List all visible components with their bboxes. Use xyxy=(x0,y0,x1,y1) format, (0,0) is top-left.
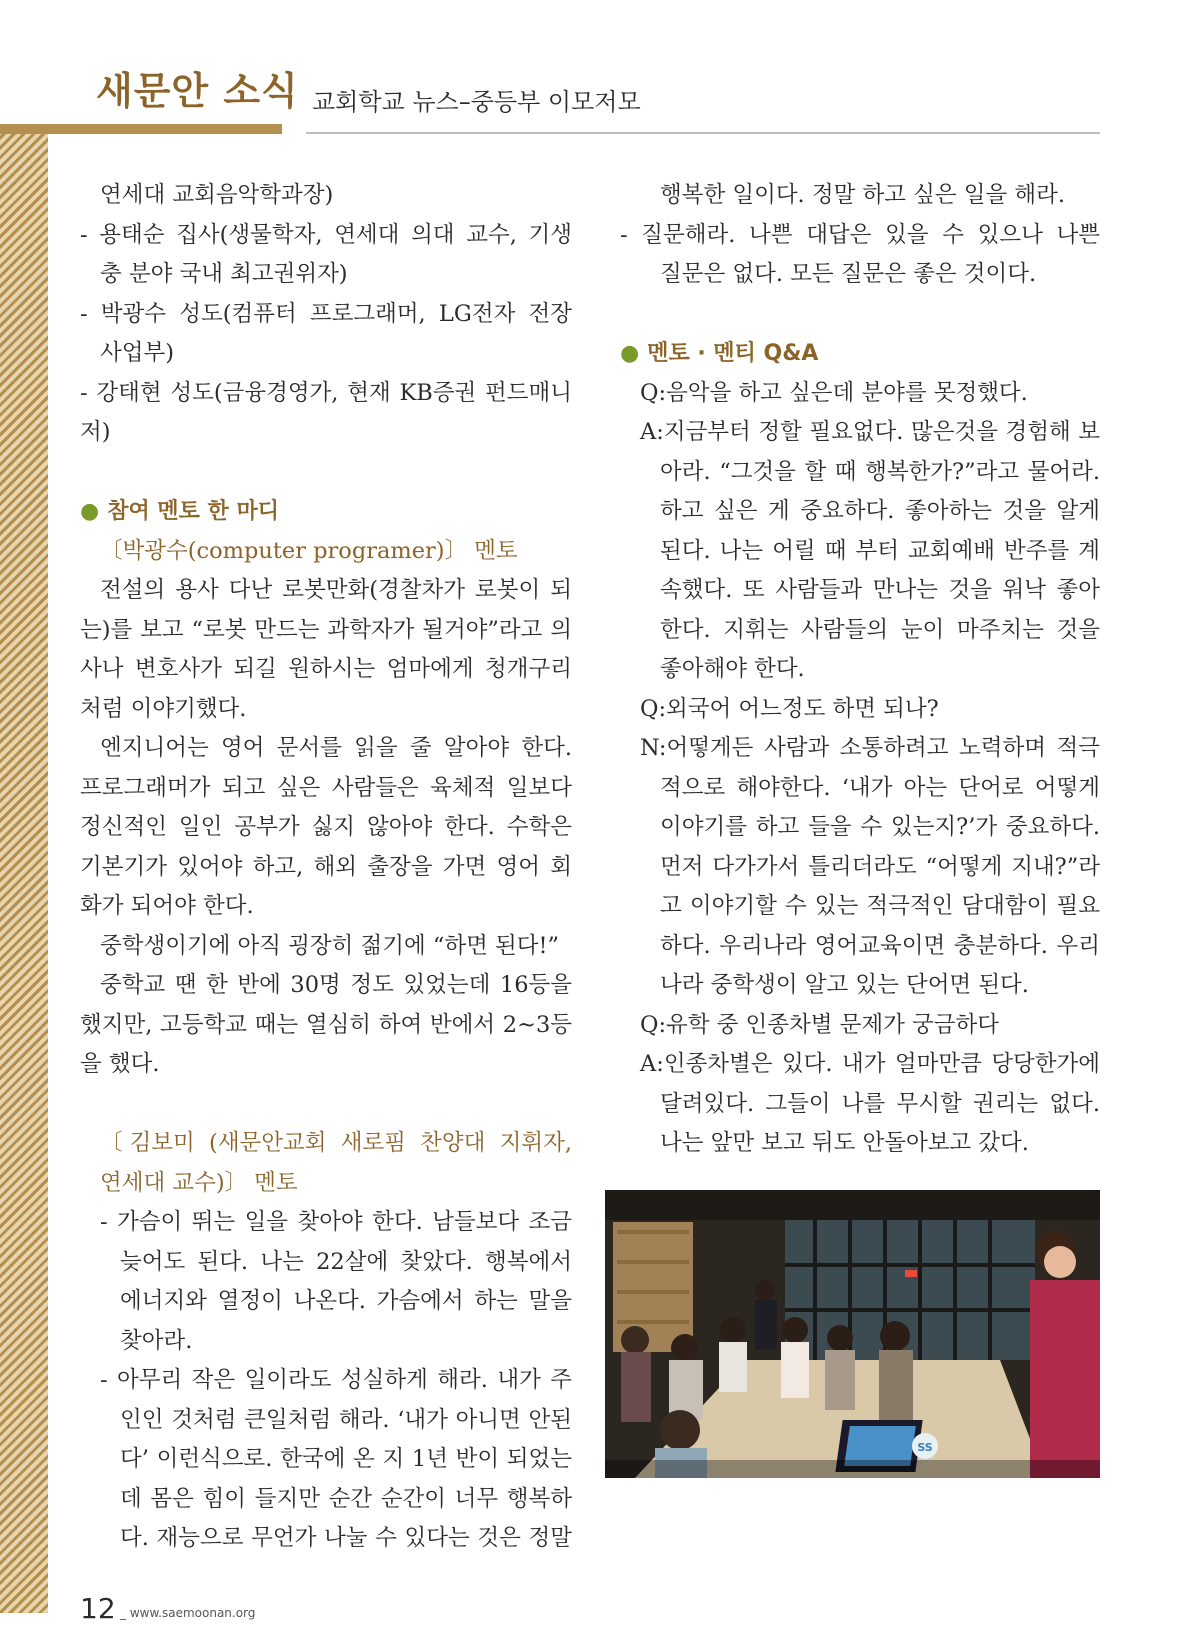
section-heading-text: 멘토 · 멘티 Q&A xyxy=(647,341,819,366)
text-line: 는)를 보고 “로봇 만드는 과학자가 될거야”라고 의 xyxy=(80,616,572,643)
section-heading-text: 참여 멘토 한 마디 xyxy=(107,499,279,524)
text-line: 아라. “그것을 할 때 행복한가?”라고 물어라. xyxy=(660,458,1100,485)
text-line: 질문은 없다. 모든 질문은 좋은 것이다. xyxy=(660,261,1037,287)
paragraph-spacer xyxy=(80,453,572,493)
text-line: - 아무리 작은 일이라도 성실하게 해라. 내가 주 xyxy=(100,1367,572,1393)
text-line: 충 분야 국내 최고권위자) xyxy=(100,261,348,287)
text-line: Q:음악을 하고 싶은데 분야를 못정했다. xyxy=(640,379,1028,406)
text-line: 중학교 땐 한 반에 30명 정도 있었는데 16등을 xyxy=(100,972,572,998)
text-line: - 용태순 집사(생물학자, 연세대 의대 교수, 기생 xyxy=(80,221,572,248)
text-line: 찾아라. xyxy=(120,1327,193,1354)
text-line: 늦어도 된다. 나는 22살에 찾았다. 행복에서 xyxy=(120,1248,572,1275)
text-line: - 강태현 성도(금융경영가, 현재 KB증권 펀드매니저) xyxy=(80,379,572,445)
text-line: 고 이야기할 수 있는 적극적인 담대함이 필요 xyxy=(660,893,1100,919)
text-line: 인인 것처럼 큰일처럼 해라. ‘내가 아니면 안된 xyxy=(120,1406,572,1433)
page-number: 12 xyxy=(80,1592,116,1625)
text-line: 사업부) xyxy=(100,340,174,366)
text-line: 한다. 지휘는 사람들의 눈이 마주치는 것을 xyxy=(660,616,1100,643)
text-line: 다. 재능으로 무언가 나눌 수 있다는 것은 정말 xyxy=(120,1525,572,1551)
section-subtitle: 교회학교 뉴스–중등부 이모저모 xyxy=(312,88,641,116)
text-line: - 질문해라. 나쁜 대답은 있을 수 있으나 나쁜 xyxy=(620,221,1100,248)
text-line: - 가슴이 뛰는 일을 찾아야 한다. 남들보다 조금 xyxy=(100,1209,572,1235)
text-line: N:어떻게든 사람과 소통하려고 노력하며 적극 xyxy=(640,735,1100,761)
text-line: 하고 싶은 게 중요하다. 좋아하는 것을 알게 xyxy=(660,498,1100,524)
section-heading xyxy=(80,492,572,532)
left-text-column xyxy=(80,176,572,1559)
mentoring-session-photo xyxy=(605,1190,1100,1478)
text-line: 연세대 교수)〕 멘토 xyxy=(100,1169,298,1196)
text-line: 화가 되어야 한다. xyxy=(80,893,254,919)
text-line: 좋아해야 한다. xyxy=(660,656,805,682)
text-line: Q:외국어 어느정도 하면 되나? xyxy=(640,695,939,722)
section-heading xyxy=(620,334,1100,374)
decorative-stripe-border xyxy=(0,126,48,1613)
text-line: - 박광수 성도(컴퓨터 프로그래머, LG전자 전장 xyxy=(80,300,572,327)
text-line: 속했다. 또 사람들과 만나는 것을 워낙 좋아 xyxy=(660,577,1100,603)
text-line: 엔지니어는 영어 문서를 읽을 줄 알아야 한다. xyxy=(100,735,572,761)
bullet-dot-icon: ● xyxy=(80,499,100,524)
text-line: 데 몸은 힘이 들지만 순간 순간이 너무 행복하 xyxy=(120,1485,572,1512)
text-line: 을 했다. xyxy=(80,1051,160,1077)
paragraph-spacer xyxy=(80,1085,572,1125)
text-line: 이야기를 하고 들을 수 있는지?’가 중요하다. xyxy=(660,814,1100,840)
text-line: A:지금부터 정할 필요없다. 많은것을 경험해 보 xyxy=(640,419,1100,445)
text-line: Q:유학 중 인종차별 문제가 궁금하다 xyxy=(640,1011,999,1038)
header-accent-bar xyxy=(0,124,282,134)
text-line: 에너지와 열정이 나온다. 가슴에서 하는 말을 xyxy=(120,1288,572,1314)
section-title: 새문안 소식 xyxy=(96,69,299,113)
text-line: 다’ 이런식으로. 한국에 온 지 1년 반이 되었는 xyxy=(120,1446,572,1472)
text-line: A:인종차별은 있다. 내가 얼마만큼 당당한가에 xyxy=(640,1051,1100,1077)
text-line: 행복한 일이다. 정말 하고 싶은 일을 해라. xyxy=(660,182,1065,208)
text-line: 정신적인 일인 공부가 싫지 않아야 한다. 수학은 xyxy=(80,814,572,840)
right-text-column xyxy=(620,176,1100,1164)
text-line: 하다. 우리나라 영어교육이면 충분하다. 우리 xyxy=(660,932,1100,959)
text-line: 달려있다. 그들이 나를 무시할 권리는 없다. xyxy=(660,1090,1100,1117)
text-line: 〔김보미 (새문안교회 새로핌 찬양대 지휘자, xyxy=(100,1130,572,1156)
text-line: 기본기가 있어야 하고, 해외 출장을 가면 영어 회 xyxy=(80,853,572,880)
text-line: 중학생이기에 아직 굉장히 젊기에 “하면 된다!” xyxy=(100,932,560,959)
text-line: 먼저 다가가서 틀리더라도 “어떻게 지내?”라 xyxy=(660,853,1100,880)
paragraph-spacer xyxy=(620,295,1100,335)
laptop-sticker-text: SS xyxy=(917,1441,933,1454)
text-line: 처럼 이야기했다. xyxy=(80,695,247,722)
text-line: 〔박광수(computer programer)〕 멘토 xyxy=(100,537,518,564)
footer-url: _ www.saemoonan.org xyxy=(120,1606,256,1620)
text-line: 했지만, 고등학교 때는 열심히 하여 반에서 2~3등 xyxy=(80,1011,572,1038)
text-line: 적으로 해야한다. ‘내가 아는 단어로 어떻게 xyxy=(660,774,1100,801)
text-line: 나라 중학생이 알고 있는 단어면 된다. xyxy=(660,972,1029,998)
text-line: 전설의 용사 다난 로봇만화(경찰차가 로봇이 되 xyxy=(100,577,572,603)
text-line: 프로그래머가 되고 싶은 사람들은 육체적 일보다 xyxy=(80,774,572,801)
text-line: 된다. 나는 어릴 때 부터 교회예배 반주를 계 xyxy=(660,537,1100,564)
text-line: 사나 변호사가 되길 원하시는 엄마에게 청개구리 xyxy=(80,656,572,682)
bullet-dot-icon: ● xyxy=(620,341,640,366)
text-line: 나는 앞만 보고 뒤도 안돌아보고 갔다. xyxy=(660,1130,1029,1156)
header-divider-line xyxy=(306,132,1100,134)
text-line: 연세대 교회음악학과장) xyxy=(100,182,334,208)
